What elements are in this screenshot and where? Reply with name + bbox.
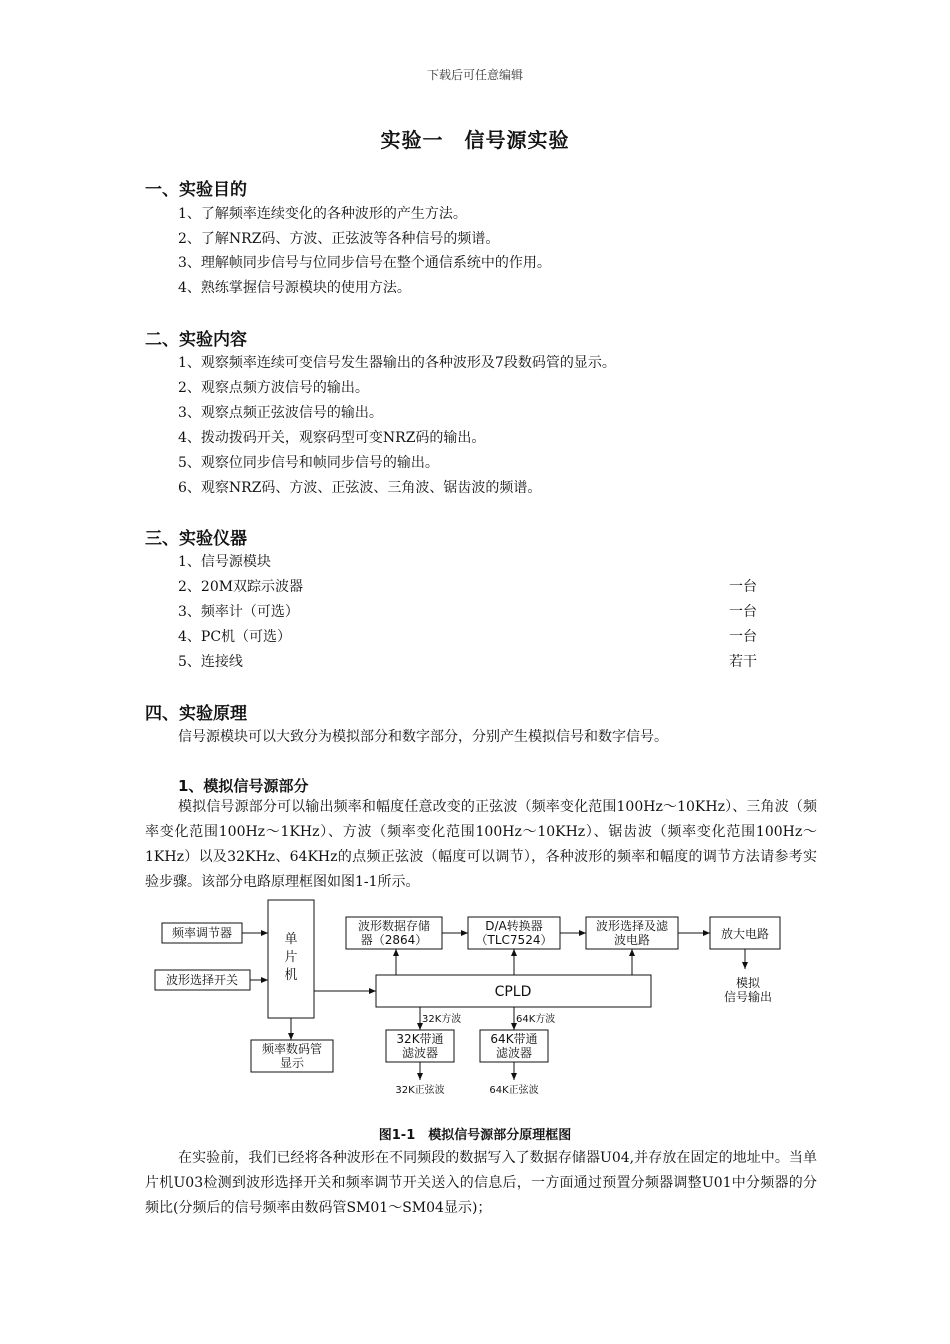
output-label: 模拟 [735, 976, 761, 990]
list-item: 2、了解NRZ码、方波、正弦波等各种信号的频谱。 [178, 231, 500, 247]
list-item: 5、观察位同步信号和帧同步信号的输出。 [178, 455, 439, 471]
instrument-qty: 一台 [729, 579, 757, 595]
list-item: 3、观察点频正弦波信号的输出。 [178, 405, 383, 421]
section-heading-principle: 四、实验原理 [145, 704, 247, 724]
list-item: 1、了解频率连续变化的各种波形的产生方法。 [178, 206, 467, 222]
bp32-label: 32K带通 [396, 1032, 444, 1046]
instrument-qty: 一台 [729, 629, 757, 645]
memory-label: 器（2864） [360, 933, 428, 947]
list-item: 2、观察点频方波信号的输出。 [178, 380, 369, 396]
memory-label: 波形数据存储 [357, 919, 431, 933]
sq64-label: 64K方波 [516, 1014, 556, 1025]
sine64-label: 64K正弦波 [489, 1085, 539, 1096]
instrument-qty: 若干 [729, 654, 757, 670]
section-heading-instruments: 三、实验仪器 [145, 529, 247, 549]
cpld-label: CPLD [494, 984, 532, 1000]
instrument-qty: 一台 [729, 604, 757, 620]
sine32-label: 32K正弦波 [395, 1085, 445, 1096]
wave-switch-label: 波形选择开关 [165, 973, 239, 987]
instrument-name: 5、连接线 [178, 654, 243, 670]
list-item: 1、观察频率连续可变信号发生器输出的各种波形及7段数码管的显示。 [178, 355, 616, 371]
list-item: 4、拨动拨码开关，观察码型可变NRZ码的输出。 [178, 430, 486, 446]
analog-paragraph: 模拟信号源部分可以输出频率和幅度任意改变的正弦波（频率变化范围100Hz～10KHz）、三角波（频率变化范围100Hz～1KHz）、方波（频率变化范围100Hz～10KHz）、锯齿波（频率变化范围100Hz～1KHz）以及32KHz、64KHz的点频正弦波（幅度可以调节），各种波形的频率和幅度的调节方法请参考实验步骤。该部分电路原理框图如图1-1所示。 [145, 799, 817, 890]
mcu-label: 片 [284, 950, 298, 965]
instrument-name: 3、频率计（可选） [178, 604, 299, 620]
bp32-label: 滤波器 [401, 1046, 439, 1060]
bp64-label: 滤波器 [495, 1046, 533, 1060]
display-label: 显示 [279, 1056, 305, 1070]
list-item: 3、理解帧同步信号与位同步信号在整个通信系统中的作用。 [178, 255, 551, 271]
mcu-label: 单 [284, 932, 298, 947]
instrument-name: 1、信号源模块 [178, 554, 271, 570]
section-heading-content: 二、实验内容 [145, 330, 247, 350]
list-item: 6、观察NRZ码、方波、正弦波、三角波、锯齿波的频谱。 [178, 480, 542, 496]
block-diagram [150, 895, 790, 1110]
amp-label: 放大电路 [720, 927, 770, 941]
output-label: 信号输出 [723, 990, 773, 1004]
principle-paragraph-2: 在实验前，我们已经将各种波形在不同频段的数据写入了数据存储器U04,并存放在固定的地址中。当单片机U03检测到波形选择开关和频率调节开关送入的信息后，一方面通过预置分频器调整U01中分频器的分频比(分频后的信号频率由数码管SM01～SM04显示)； [145, 1150, 817, 1216]
freq-adjuster-label: 频率调节器 [171, 926, 233, 940]
mcu-label: 机 [284, 968, 298, 983]
subsection-heading-analog: 1、模拟信号源部分 [178, 777, 309, 795]
principle-intro: 信号源模块可以大致分为模拟部分和数字部分，分别产生模拟信号和数字信号。 [178, 729, 668, 745]
display-label: 频率数码管 [261, 1042, 323, 1056]
page-title: 实验一 信号源实验 [380, 128, 570, 152]
section-heading-purpose: 一、实验目的 [145, 180, 247, 200]
figure-caption: 图1-1 模拟信号源部分原理框图 [378, 1128, 572, 1143]
filter-label: 波电路 [613, 933, 651, 947]
filter-label: 波形选择及滤 [595, 919, 669, 933]
instrument-name: 4、PC机（可选） [178, 629, 292, 645]
sq32-label: 32K方波 [422, 1014, 462, 1025]
instrument-name: 2、20M双踪示波器 [178, 579, 304, 595]
dac-label: （TLC7524） [475, 933, 553, 947]
list-item: 4、熟练掌握信号源模块的使用方法。 [178, 280, 411, 296]
dac-label: D/A转换器 [485, 919, 543, 933]
bp64-label: 64K带通 [490, 1032, 538, 1046]
watermark: 下载后可任意编辑 [426, 68, 523, 82]
